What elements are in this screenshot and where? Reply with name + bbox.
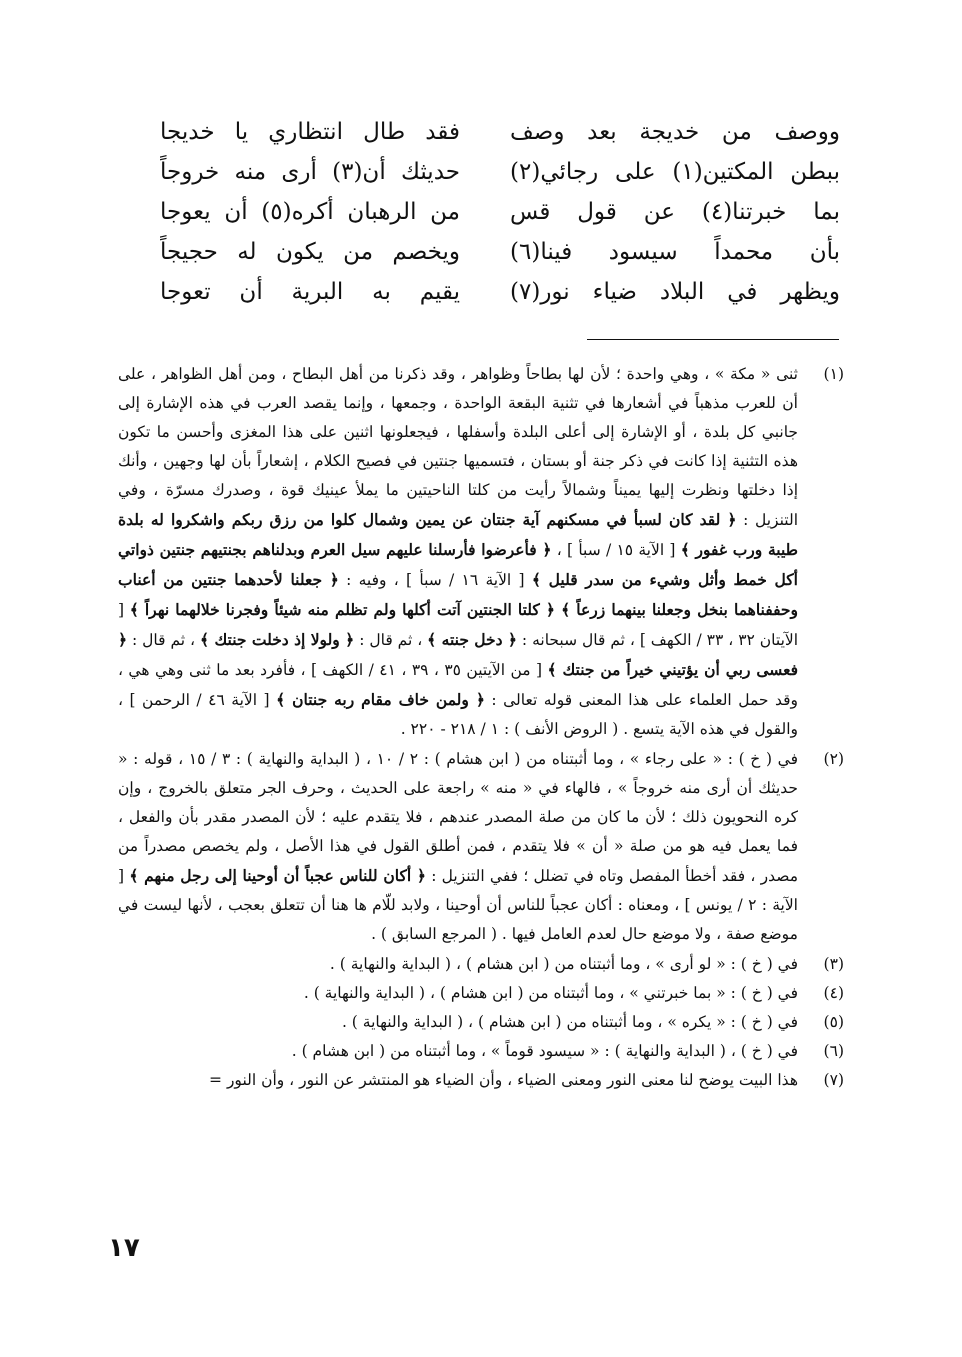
footnote-number: (١)	[823, 365, 844, 383]
verse-second-hemistich: ويخصم من يكون له حجيجاً	[160, 239, 460, 265]
footnote	[118, 1037, 844, 1065]
footnote-text	[118, 950, 798, 978]
quran-quote: ﴿ جعلنا لأحدهما جنتين من أعناب وحففناهما بنخل وجعلنا بينهما زرعاً ﴾ ﴿ كلتا الجنتين آتت أكلها ولم تظلم منه شيئاً وفجرنا خلالهما نهراً ﴾	[118, 570, 798, 619]
footnotes	[118, 360, 844, 1095]
quran-quote: ﴿ فأعرضوا فأرسلنا عليهم سيل العرم وبدلناهم بجنتيهم جنتين ذواتي أكل خمط وأثل وشيء من سدر قليل ﴾	[118, 540, 798, 589]
footnote-segment: [ الآية ١٦ / سبأ ] ، وفيه :	[338, 571, 532, 589]
verse-first-hemistich: بأن محمداً سيسود فينا(٦)	[510, 239, 840, 265]
footnote-text	[118, 745, 798, 949]
footnote-segment: في ( خ ) ، ( البداية والنهاية ) : « سيسود قوماً » ، وما أثبتناه من ( ابن هشام ) .	[291, 1042, 798, 1060]
footnote	[118, 950, 844, 978]
poem	[160, 112, 840, 312]
footnote	[118, 1008, 844, 1036]
verse-second-hemistich: حديثك أن(٣) أرى منه خروجاً	[160, 159, 460, 185]
footnote-number: (٢)	[823, 750, 844, 768]
footnote	[118, 1066, 844, 1094]
footnote	[118, 745, 844, 949]
footnote-segment: في ( خ ) : « يكره » ، وما أثبتناه من ( ابن هشام ) ، ( البداية والنهاية ) .	[341, 1013, 798, 1031]
footnote-text	[118, 1037, 798, 1065]
page-number: ١٧	[108, 1233, 140, 1263]
footnote-segment: [ الآية ١٥ / سبأ ] ،	[551, 541, 681, 559]
footnote-text	[118, 1008, 798, 1036]
poem-second-hemistichs	[160, 112, 460, 312]
footnote-number: (٤)	[823, 984, 844, 1002]
verse-first-hemistich: ببطن المكتين(١) على رجائي(٢)	[510, 159, 840, 185]
quran-quote: ﴿ فعسى ربي أن يؤتيني خيراً من جنتك ﴾	[118, 630, 798, 679]
footnote-text	[118, 360, 798, 744]
footnote-segment: ثنى « مكة » ، وهي واحدة ؛ لأن لها بطاحاً وظواهر ، وقد ذكرنا من أهل البطاح ، ومن أهل الظواهر ، على أن للعرب مذهباً في أشعارها في تثنية البقعة الواحدة ، وجمعها ، وإنما يقصد العرب في هذه الإشارة إلى جانبي كل بلدة ، أو الإشارة إلى أعلى البلدة وأسفلها ، فيجعلونها اثنين على هذا المغزى وأحسن ما تكون هذه التثنية إذا كانت في ذكر جنة أو بستان ، فتسميها جنتين في فصيح الكلام ، إشعاراً بأن لها وجهين ، وأنك إذا دخلتها ونظرت إليها يميناً وشمالاً رأيت من كلتا الناحيتين ما يملأ عينيك قوة ، وصدرك مسرّة ، وفي التنزيل :	[118, 365, 798, 529]
footnote-number: (٥)	[823, 1013, 844, 1031]
footnote-text	[118, 1066, 798, 1094]
verse-second-hemistich: يقيم به البرية أن تعوجا	[160, 279, 460, 305]
quran-quote: ﴿ ولولا إذ دخلت جنتك ﴾	[200, 630, 355, 649]
footnote-segment: في ( خ ) : « لو أرى » ، وما أثبتناه من ( ابن هشام ) ، ( البداية والنهاية ) .	[329, 955, 798, 973]
verse-first-hemistich: بما خبرتنا(٤) عن قول قس	[510, 199, 840, 225]
footnote	[118, 979, 844, 1007]
verse-first-hemistich: ويظهر في البلاد ضياء نور(٧)	[510, 279, 840, 305]
footnote-segment: هذا البيت يوضح لنا معنى النور ومعنى الضياء ، وأن الضياء هو المنتشر عن النور ، وأن النور =	[209, 1071, 798, 1089]
footnote-segment: [ الآيتان ٣٢ ، ٣٣ / الكهف ] ، ثم قال سبحانه :	[118, 601, 799, 649]
quran-quote: ﴿ أكان للناس عجباً أن أوحينا إلى رجل منهم ﴾	[129, 866, 426, 885]
verse-second-hemistich: من الرهبان أكره(٥) أن يعوجا	[160, 199, 460, 225]
poem-first-hemistichs	[510, 112, 840, 312]
verse-second-hemistich: فقد طال انتظاري يا خديجا	[160, 119, 460, 145]
footnote-segment: [ الآية : ٢ / يونس ] ، ومعناه : أكان عجباً للناس أن أوحينا ، ولابد للّام ها هنا أن تتعلق بعجب ، لأنها ليست في موضع صفة ، ولا موضع حال لعدم العامل فيها . ( المرجع السابق ) .	[118, 867, 798, 943]
footnote-number: (٣)	[823, 955, 844, 973]
quran-quote: ﴿ لقد كان لسبأ في مسكنهم آية جنتان عن يمين وشمال كلوا من رزق ربكم واشكروا له بلدة طيبة ورب غفور ﴾	[118, 510, 798, 559]
footnote-segment: [ من الآيتين ٣٥ ، ٣٩ ، ٤١ / الكهف ] ، فأفرد بعد ما ثنى وهي هي ، وقد حمل العلماء على هذا المعنى قوله تعالى :	[118, 661, 799, 709]
footnote-number: (٧)	[823, 1071, 844, 1089]
footnote-segment: ، ثم قال :	[127, 631, 200, 649]
quran-quote: ﴿ ولمن خاف مقام ربه جنتان ﴾	[276, 690, 485, 709]
footnote	[118, 360, 844, 744]
quran-quote: ﴿ دخل جنته ﴾	[427, 630, 517, 649]
footnote-separator	[587, 339, 839, 340]
verse-first-hemistich: ووصف من خديجة بعد وصف	[510, 119, 840, 145]
footnote-number: (٦)	[823, 1042, 844, 1060]
footnote-segment: في ( خ ) : « على رجاء » ، وما أثبتناه من ( ابن هشام ) : ٢ / ١٠ ، ( البداية والنهاية ) : ٣ / ١٥ ، قوله : « حديثك أن أرى منه خروجاً » ، فالهاء في « منه » راجعة على الحديث ، وحرف الجر متعلق بالخروج ، وإن كره النحويون ذلك ؛ لأن ما كان من صلة المصدر عندهم ، فلا يتقدم عليه ؛ لأن المصدر مقدر بأن والفعل ، فما يعمل فيه هو من صلة « أن » فلا يتقدم ، فمن أطلق القول في هذا الأصل ، ولم يخصص مصدراً من مصدر ، فقد أخطأ المفصل وتاه في تضلل ؛ ففي التنزيل :	[118, 750, 798, 885]
footnote-text	[118, 979, 798, 1007]
footnote-segment: [ الآية ٤٦ / الرحمن ] ، والقول في هذه الآية يتسع . ( الروض الأنف ) : ١ / ٢١٨ - ٢٢٠ .	[118, 691, 798, 738]
footnote-segment: في ( خ ) : « بما خبرتني » ، وما أثبتناه من ( ابن هشام ) ، ( البداية والنهاية ) .	[303, 984, 798, 1002]
footnote-segment: ، ثم قال :	[354, 631, 428, 649]
